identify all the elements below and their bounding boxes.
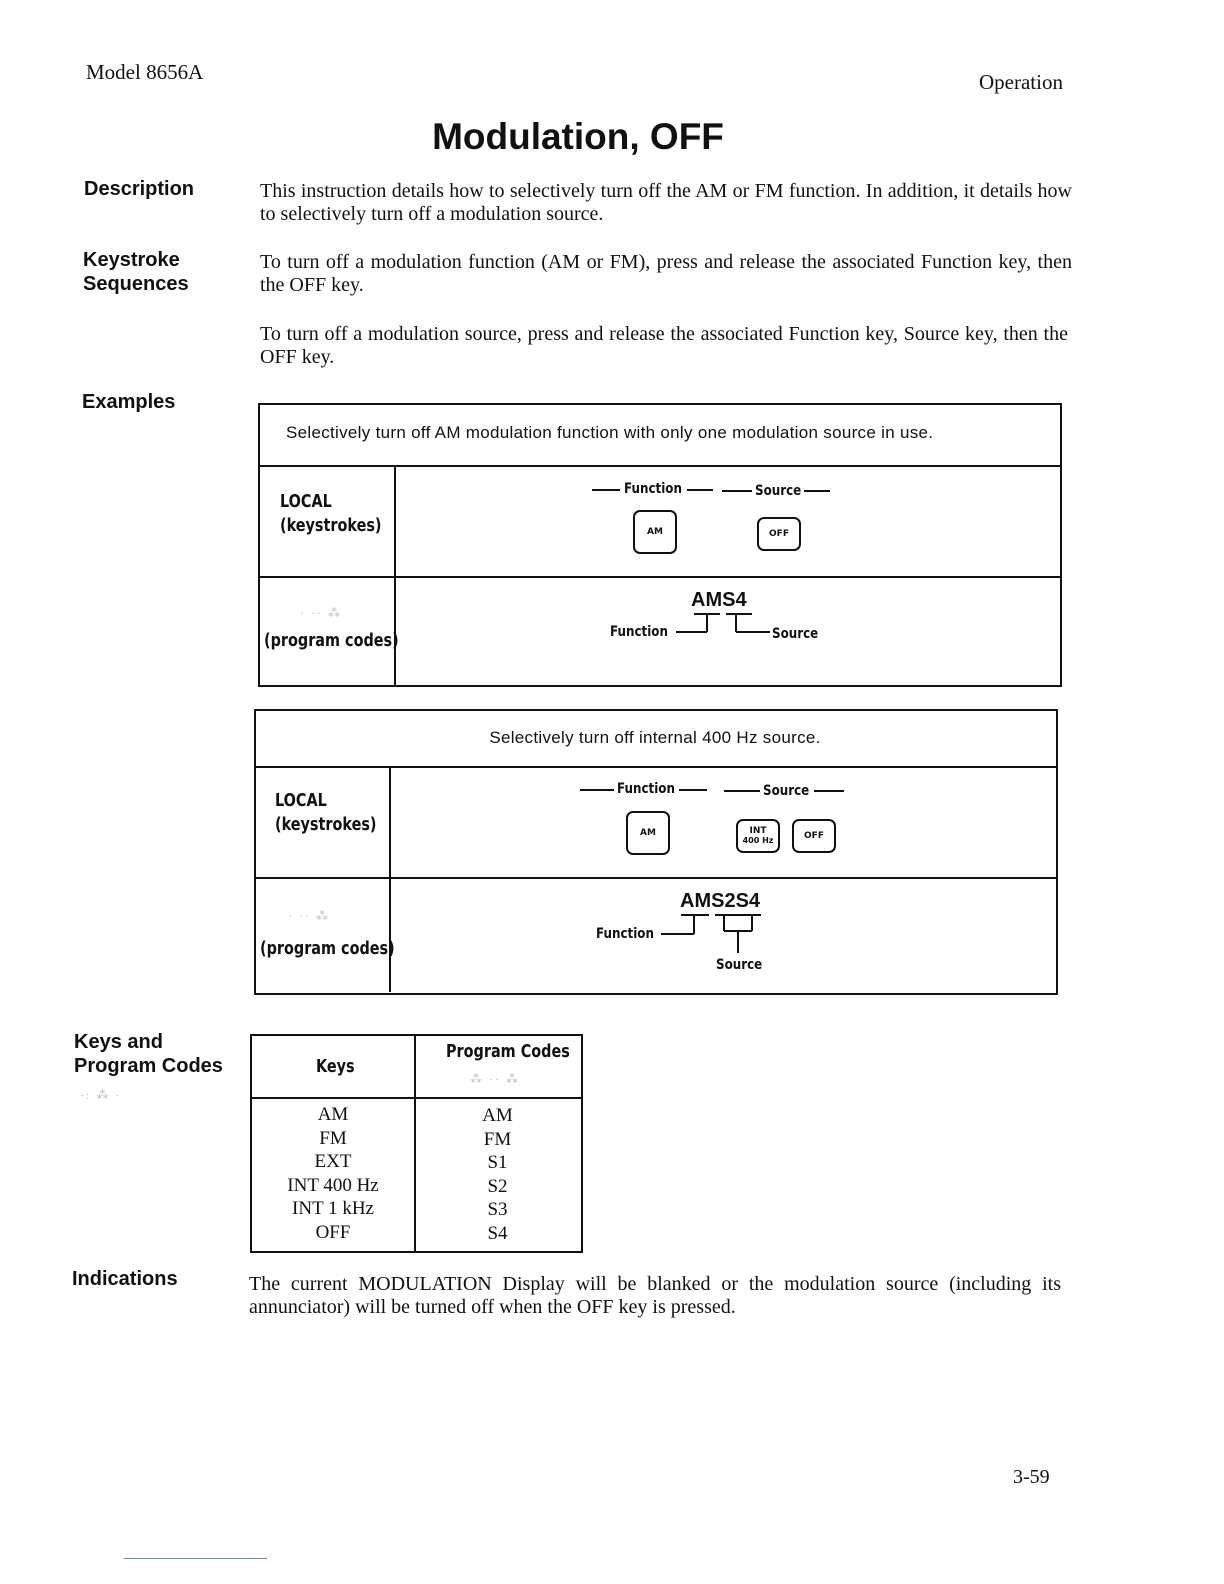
examples-heading: Examples	[82, 391, 176, 413]
example-2-caption: Selectively turn off internal 400 Hz source.	[489, 728, 821, 747]
function-bracket-left	[592, 489, 620, 491]
smudge-mark: · ·· ⁂	[300, 606, 342, 620]
description-heading: Description	[84, 178, 195, 200]
source-bracket-left	[722, 490, 752, 492]
code-cell: S2	[487, 1175, 508, 1197]
example-1-function-label: Function	[624, 481, 682, 497]
example-1-code-bracket	[670, 612, 780, 638]
page-number: 3-59	[1013, 1466, 1050, 1488]
column-header-program-codes: Program Codes	[446, 1041, 570, 1062]
example-1-code-function: Function	[610, 624, 668, 640]
keystroke-para-2: To turn off a modulation source, press and release the associated Function key, Source key, then the OFF key.	[260, 323, 1068, 368]
keys-codes-heading-line2: Program Codes	[74, 1055, 223, 1077]
keystroke-para-1: To turn off a modulation function (AM or FM), press and release the associated Function key, then the OFF key.	[260, 251, 1072, 296]
header-section: Operation	[979, 70, 1063, 94]
code-cell: S3	[487, 1199, 508, 1221]
source-bracket-left	[724, 790, 760, 792]
code-cell: FM	[483, 1128, 512, 1150]
off-key-icon: OFF	[792, 819, 836, 853]
code-cell: S4	[487, 1222, 508, 1244]
indications-text: The current MODULATION Display will be blanked or the modulation source (including its annunciator) will be turned off when the OFF key is pressed.	[249, 1273, 1061, 1318]
key-cell: INT 400 Hz	[287, 1174, 379, 1196]
example-1-keystrokes-label: (keystrokes)	[280, 515, 382, 536]
indications-heading: Indications	[72, 1268, 178, 1290]
example-1-code: AMS4	[691, 589, 747, 611]
key-cell: EXT	[314, 1151, 352, 1173]
codes-column	[416, 1104, 579, 1246]
source-bracket-right	[804, 490, 830, 492]
example-2-local-label: LOCAL	[275, 790, 327, 811]
smudge-mark: ⁂ ·· ⁂	[470, 1072, 520, 1086]
key-cell: INT 1 kHz	[292, 1198, 374, 1220]
example-2-program-label: (program codes)	[260, 938, 395, 959]
function-bracket-left	[580, 789, 614, 791]
code-cell: S1	[487, 1152, 508, 1174]
int-400hz-label: 400 Hz	[742, 836, 774, 845]
keystroke-heading	[83, 248, 189, 296]
key-cell: OFF	[315, 1221, 351, 1243]
example-2-local	[275, 789, 376, 837]
keys-codes-heading-line1: Keys and	[74, 1031, 163, 1053]
description-text: This instruction details how to selectively turn off the AM or FM function. In addition, it details how to selectively turn off a modulation source.	[260, 180, 1072, 225]
column-header-keys: Keys	[316, 1056, 355, 1077]
example-1-source-label: Source	[755, 483, 802, 499]
example-2-function-label: Function	[617, 781, 675, 797]
example-2-code: AMS2S4	[680, 890, 761, 912]
key-cell: AM	[317, 1104, 349, 1125]
example-2-code-bracket	[655, 913, 765, 957]
keys-codes-heading	[74, 1030, 223, 1078]
example-2-code-source: Source	[716, 957, 763, 973]
function-bracket-right	[687, 489, 713, 491]
int-key-label: INT	[749, 826, 767, 836]
code-cell: AM	[482, 1105, 513, 1126]
example-2-code-function: Function	[596, 926, 654, 942]
function-bracket-right	[679, 789, 707, 791]
example-1-local	[280, 490, 381, 538]
int-400hz-key-icon	[736, 819, 780, 853]
example-1-code-source: Source	[772, 626, 819, 642]
keystroke-heading-line2: Sequences	[83, 273, 189, 295]
scan-edge-line	[124, 1558, 267, 1559]
source-bracket-right	[814, 790, 844, 792]
smudge-mark: ·: ⁂ ·	[80, 1088, 122, 1102]
header-model: Model 8656A	[86, 60, 204, 84]
example-2-source-label: Source	[763, 783, 810, 799]
example-1-local-label: LOCAL	[280, 491, 332, 512]
am-key-icon: AM	[633, 510, 677, 554]
key-cell: FM	[319, 1127, 347, 1149]
am-key-icon: AM	[626, 811, 670, 855]
page-title: Modulation, OFF	[432, 116, 724, 157]
off-key-icon: OFF	[757, 517, 801, 551]
smudge-mark: · ·· ⁂	[288, 909, 330, 923]
example-2-keystrokes-label: (keystrokes)	[275, 814, 377, 835]
keystroke-heading-line1: Keystroke	[83, 249, 180, 271]
keys-column	[252, 1103, 414, 1245]
example-1-caption: Selectively turn off AM modulation function with only one modulation source in use.	[286, 423, 934, 442]
example-1-program-label: (program codes)	[264, 630, 399, 651]
